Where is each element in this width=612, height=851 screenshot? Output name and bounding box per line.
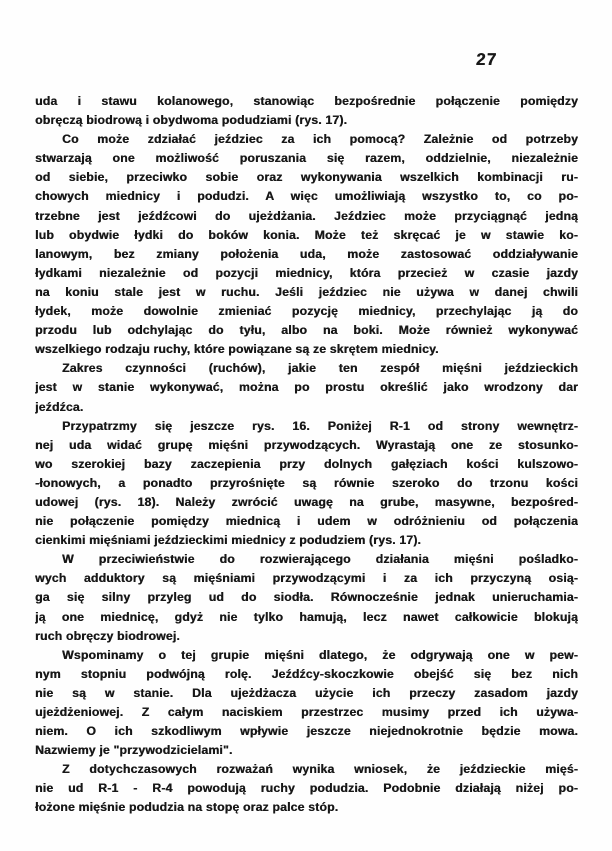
text-line: na koniu stale jest w ruchu. Jeśli jeździec nie używa w danej chwili bbox=[35, 284, 578, 299]
text-line: Nazwiemy je "przywodzicielami". bbox=[35, 743, 233, 758]
text-line: Co może zdziałać jeździec za ich pomocą? Zależnie od potrzeby bbox=[62, 132, 578, 147]
text-line: stwarzają one możliwość poruszania się razem, oddzielnie, niezależnie bbox=[35, 151, 578, 166]
text-line: uda i stawu kolanowego, stanowiąc bezpośrednie połączenie pomiędzy bbox=[35, 94, 578, 108]
text-line: nym stopniu podwójną rolę. Jeźdźcy-skoczkowie obejść się bez nich bbox=[35, 666, 578, 681]
text-line: od siebie, przeciwko sobie oraz wykonywania wszelkich kombinacji ru- bbox=[35, 170, 578, 185]
text-line: cienkimi mięśniami jeździeckimi miednicy z podudziem (rys. 17). bbox=[35, 533, 421, 548]
text-line: Zakres czynności (ruchów), jakie ten zespół mięśni jeździeckich bbox=[62, 361, 578, 376]
text-line: ga się silny przyleg ud do siodła. Równocześnie jednak unieruchamia- bbox=[35, 590, 578, 605]
text-line: przodu lub odchylając do tyłu, albo na boki. Może również wykonywać bbox=[35, 323, 578, 338]
text-line: ruch obręczy biodrowej. bbox=[35, 628, 180, 643]
text-line: W przeciwieństwie do rozwierającego działania mięśni pośladko- bbox=[62, 552, 578, 567]
text-line: chowych miednicy i podudzi. A więc umożliwiają wszystko to, co po- bbox=[35, 189, 578, 204]
text-line: ją one miednicę, gdyż nie tylko hamują, lecz nawet całkowicie blokują bbox=[35, 609, 578, 624]
text-line: trzebne jest jeźdźcowi do ujeżdżania. Jeździec może przyciągnąć jedną bbox=[35, 208, 578, 223]
text-line: ujeżdżeniowej. Z całym naciskiem przestrzec musimy przed ich używa- bbox=[35, 705, 578, 719]
text-line: łydkami niezależnie od pozycji miednicy, która przecież w czasie jazdy bbox=[35, 265, 578, 280]
text-line: Przypatrzmy się jeszcze rys. 16. Poniżej R-1 od strony wewnętrz- bbox=[62, 418, 578, 433]
text-line: nej uda widać grupę mięśni przywodzących. Wyrastają one ze stosunko- bbox=[35, 437, 578, 452]
text-line: łydek, może dowolnie zmieniać pozycję miednicy, przechylając ją do bbox=[35, 304, 578, 319]
text-line: niem. O ich szkodliwym wpływie jeszcze niejednokrotnie będzie mowa. bbox=[35, 724, 578, 739]
text-line: jest w stanie wykonywać, można po prostu określić jako wrodzony dar bbox=[35, 380, 578, 395]
text-line: jeźdźca. bbox=[35, 399, 84, 414]
text-line: łożone mięśnie podudzia na stopę oraz palce stóp. bbox=[35, 800, 339, 815]
text-line: lub obydwie łydki do boków konia. Może też skręcać je w stawie ko- bbox=[35, 227, 578, 242]
text-line: Wspominamy o tej grupie mięśni dlatego, że odgrywają one w pew- bbox=[62, 647, 578, 662]
text-line: udowej (rys. 18). Należy zwrócić uwagę na grube, masywne, bezpośred- bbox=[35, 494, 578, 509]
text-line: nie połączenie pomiędzy miednicą i udem w odróżnieniu od połączenia bbox=[35, 514, 578, 529]
text-line: wo szerokiej bazy zaczepienia przy dolnych gałęziach kości kulszowo- bbox=[35, 456, 578, 471]
text-line: lanowym, bez zmiany położenia uda, może zastosować oddziaływanie bbox=[35, 246, 578, 261]
text-line: obręczą biodrową i obydwoma podudziami (rys. 17). bbox=[35, 113, 348, 128]
body-text-block bbox=[35, 92, 578, 818]
text-line: -łonowych, a ponadto przyrośnięte są równie szeroko do trzonu kości bbox=[35, 475, 578, 490]
text-line: wszelkiego rodzaju ruchy, które powiązane są ze skrętem miednicy. bbox=[35, 342, 439, 357]
text-line: nie ud R-1 - R-4 powodują ruchy podudzia. Podobnie działają niżej po- bbox=[35, 781, 578, 796]
text-line: nie są w stanie. Dla ujeżdżacza użycie ich przeczy zasadom jazdy bbox=[35, 685, 578, 700]
page-number: 27 bbox=[475, 50, 498, 69]
text-line: wych adduktory są mięśniami przywodzącymi i za ich przyczyną osią- bbox=[35, 571, 578, 586]
text-line: Z dotychczasowych rozważań wynika wniosek, że jeździeckie mięś- bbox=[62, 762, 578, 777]
